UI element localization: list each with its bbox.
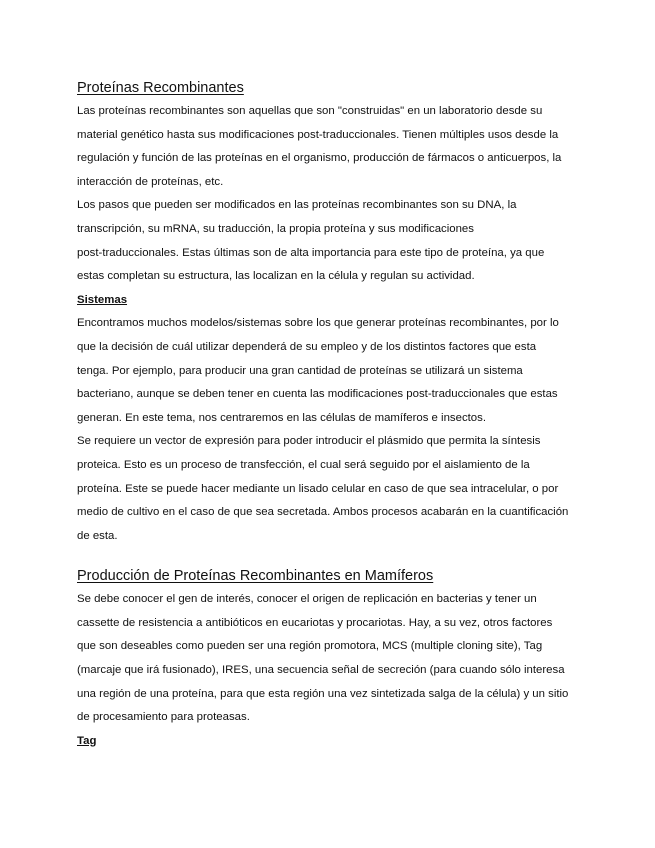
paragraph-definition: [77, 100, 587, 194]
paragraph-modifiable-steps: [77, 194, 587, 288]
text-line: medio de cultivo en el caso de que sea secretada. Ambos procesos acabarán en la cuantificación: [77, 506, 569, 519]
text-line: Encontramos muchos modelos/sistemas sobre los que generar proteínas recombinantes, por lo: [77, 317, 559, 330]
paragraph-systems: [77, 312, 587, 430]
subheading-sistemas: Sistemas: [77, 293, 128, 306]
section-title-proteinas-recombinantes: Proteínas Recombinantes: [77, 80, 244, 96]
text-line: de procesamiento para proteasas.: [77, 711, 250, 724]
text-line: bacteriano, aunque se deben tener en cuenta las modificaciones post-traduccionales que estas: [77, 388, 558, 401]
text-line: de esta.: [77, 529, 118, 542]
paragraph-mammal-production: [77, 588, 587, 730]
text-line: una región de una proteína, para que esta región una vez sintetizada salga de la célula) y un sitio: [77, 687, 569, 700]
text-line: regulación y función de las proteínas en el organismo, producción de fármacos o anticuerpos, la: [77, 152, 562, 165]
text-line: (marcaje que irá fusionado), IRES, una secuencia señal de secreción (para cuando sólo interesa: [77, 664, 565, 677]
subheading-tag: Tag: [77, 734, 97, 747]
document-page: [77, 78, 587, 753]
text-line: tenga. Por ejemplo, para producir una gran cantidad de proteínas se utilizará un sistema: [77, 364, 523, 377]
text-line: Se debe conocer el gen de interés, conocer el origen de replicación en bacterias y tener un: [77, 593, 537, 606]
text-line: post-traduccionales. Estas últimas son de alta importancia para este tipo de proteína, ya que: [77, 246, 545, 259]
text-line: generan. En este tema, nos centraremos en las células de mamíferos e insectos.: [77, 411, 487, 424]
text-line: estas completan su estructura, las localizan en la célula y regulan su actividad.: [77, 270, 475, 283]
text-line: interacción de proteínas, etc.: [77, 175, 224, 188]
text-line: Las proteínas recombinantes son aquellas que son "construidas" en un laboratorio desde su: [77, 105, 543, 117]
text-line: que la decisión de cuál utilizar dependerá de su empleo y de los distintos factores que esta: [77, 340, 537, 353]
text-line: cassette de resistencia a antibióticos en eucariotas y procariotas. Hay, a su vez, otros factores: [77, 616, 553, 629]
paragraph-expression-vector: [77, 430, 587, 548]
text-line: transcripción, su mRNA, su traducción, la propia proteína y sus modificaciones: [77, 222, 474, 235]
text-line: Los pasos que pueden ser modificados en las proteínas recombinantes son su DNA, la: [77, 199, 517, 212]
text-line: material genético hasta sus modificaciones post-traduccionales. Tienen múltiples usos desde la: [77, 128, 559, 141]
text-line: proteica. Esto es un proceso de transfección, el cual será seguido por el aislamiento de la: [77, 458, 530, 471]
text-line: proteína. Este se puede hacer mediante un lisado celular en caso de que sea intracelular, o por: [77, 482, 559, 495]
text-line: Se requiere un vector de expresión para poder introducir el plásmido que permita la síntesis: [77, 435, 541, 448]
section-title-produccion-mamiferos: Producción de Proteínas Recombinantes en Mamíferos: [77, 568, 434, 585]
text-line: que son deseables como pueden ser una región promotora, MCS (multiple cloning site), Tag: [77, 640, 543, 653]
